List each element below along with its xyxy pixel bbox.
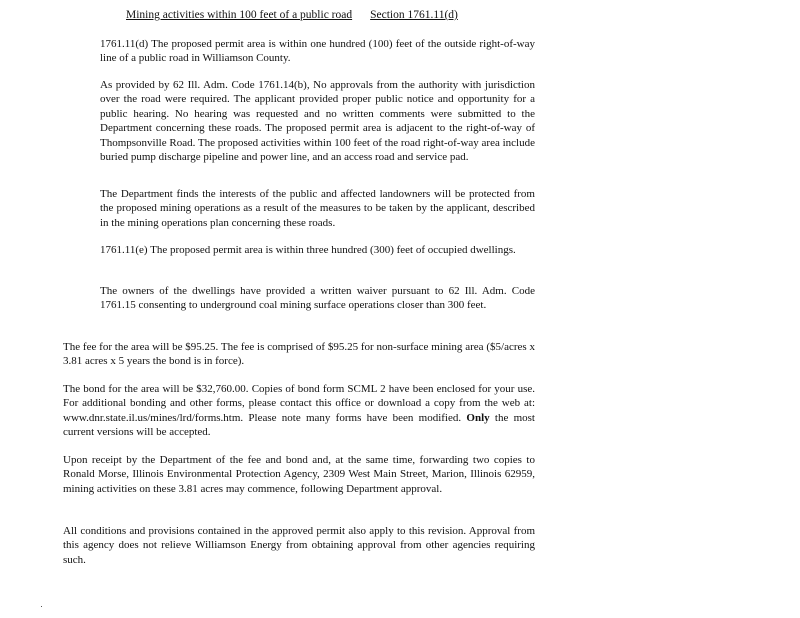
paragraph-1761-11e: 1761.11(e) The proposed permit area is within three hundred (300) feet of occupied dwellings.	[100, 244, 516, 256]
paragraph-road-approvals: As provided by 62 Ill. Adm. Code 1761.14(b), No approvals from the authority with jurisdiction over the road were required. The applicant provided proper public notice and opportunity for a public hearing. No hearing was requested and no written comments were submitted to the Department concerning these roads. The proposed permit area is adjacent to the right-of-way of Thompsonville Road. The proposed activities within 100 feet of the road right-of-way area include buried pump discharge pipeline and power line, and an access road and service pad.	[100, 79, 535, 164]
bond-text: The bond for the area will be $32,760.00. Copies of bond form SCML 2 have been enclosed for your use. For additional bonding and other forms, please contact this office or download a copy from the web at: www.dnr.state.il.us/mines/lrd/forms.htm. Please note many forms have been modified.	[63, 383, 535, 424]
paragraph-upon-receipt: Upon receipt by the Department of the fee and bond and, at the same time, forwarding two copies to Ronald Morse, Illinois Environmental Protection Agency, 2309 West Main Street, Marion, Illinois 62959, mining activities on these 3.81 acres may commence, following Department approval.	[63, 454, 535, 495]
scan-speck	[41, 606, 42, 607]
bond-emphasis: Only	[466, 411, 490, 424]
paragraph-1761-11d: 1761.11(d) The proposed permit area is within one hundred (100) feet of the outside right-of-way line of a public road in Williamson County.	[100, 38, 535, 65]
heading-title: Mining activities within 100 feet of a public road	[126, 9, 353, 21]
heading-section: Section 1761.11(d)	[370, 9, 458, 21]
paragraph-bond	[63, 382, 535, 440]
paragraph-conditions: All conditions and provisions contained in the approved permit also apply to this revision. Approval from this agency does not relieve Williamson Energy from obtaining approval from other agencies requiring such.	[63, 525, 535, 566]
bond-text-end: the most current versions will be accepted.	[63, 411, 535, 439]
section-heading	[126, 8, 458, 22]
paragraph-department-finds: The Department finds the interests of the public and affected landowners will be protected from the proposed mining operations as a result of the measures to be taken by the applicant, described in the mining operations plan concerning these roads.	[100, 188, 535, 229]
paragraph-fee: The fee for the area will be $95.25. The fee is comprised of $95.25 for non-surface mining area ($5/acres x 3.81 acres x 5 years the bond is in force).	[63, 341, 535, 368]
paragraph-dwelling-waiver: The owners of the dwellings have provided a written waiver pursuant to 62 Ill. Adm. Code 1761.15 consenting to underground coal mining surface operations closer than 300 feet.	[100, 285, 535, 312]
